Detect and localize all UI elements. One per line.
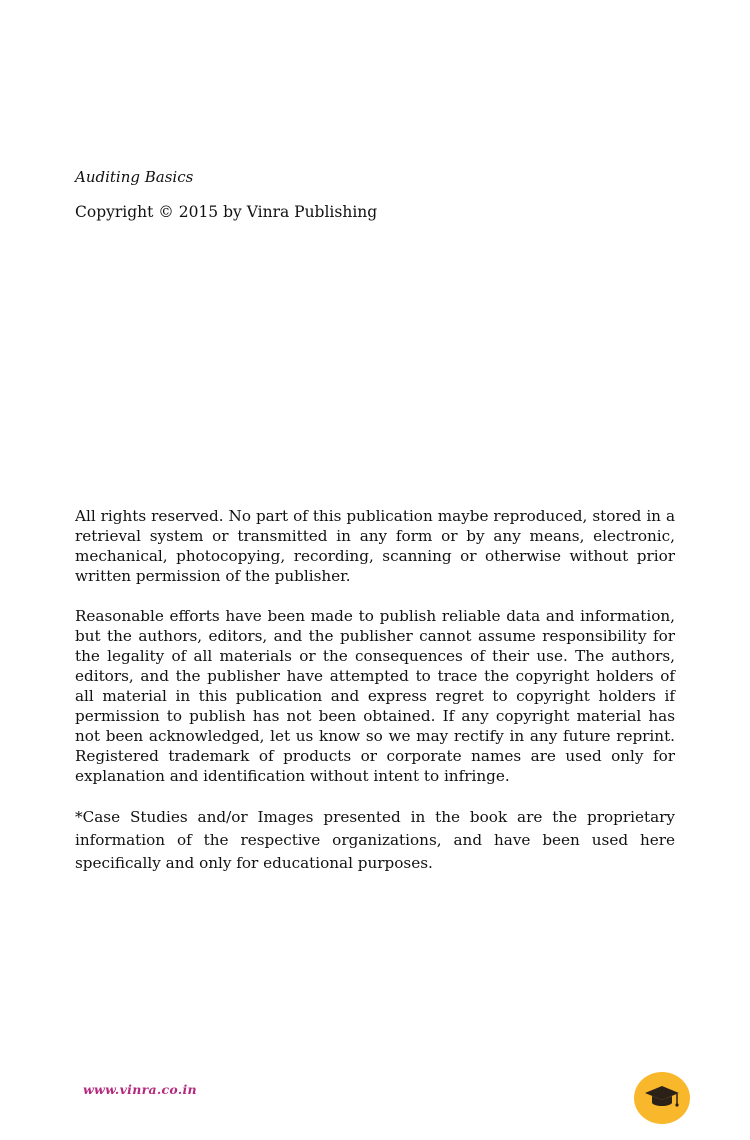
case-studies-paragraph: *Case Studies and/or Images presented in the book are the proprietary information of the respective organizations, and have been used here specifically and only for educational purposes. [75,808,675,872]
copyright-line: Copyright © 2015 by Vinra Publishing [75,203,378,221]
footer-website-link[interactable]: www.vinra.co.in [83,1082,197,1097]
graduation-cap-icon [643,1083,681,1113]
book-title: Auditing Basics [75,168,194,186]
rights-paragraph: All rights reserved. No part of this publication maybe reproduced, stored in a retrieval system or transmitted in any form or by any means, electronic, mechanical, photocopying, recording, scanning or otherwise without prior written permission of the publisher. [75,507,675,585]
publisher-logo [634,1072,690,1124]
disclaimer-paragraph: Reasonable efforts have been made to publish reliable data and information, but the authors, editors, and the publisher cannot assume responsibility for the legality of all materials or the consequences of their use. The authors, editors, and the publisher have attempted to trace the copyright holders of all material in this publication and express regret to copyright holders if permission to publish has not been obtained. If any copyright material has not been acknowledged, let us know so we may rectify in any future reprint. Registered trademark of products or corporate names are used only for explanation and identification without intent to infringe. [75,607,675,785]
